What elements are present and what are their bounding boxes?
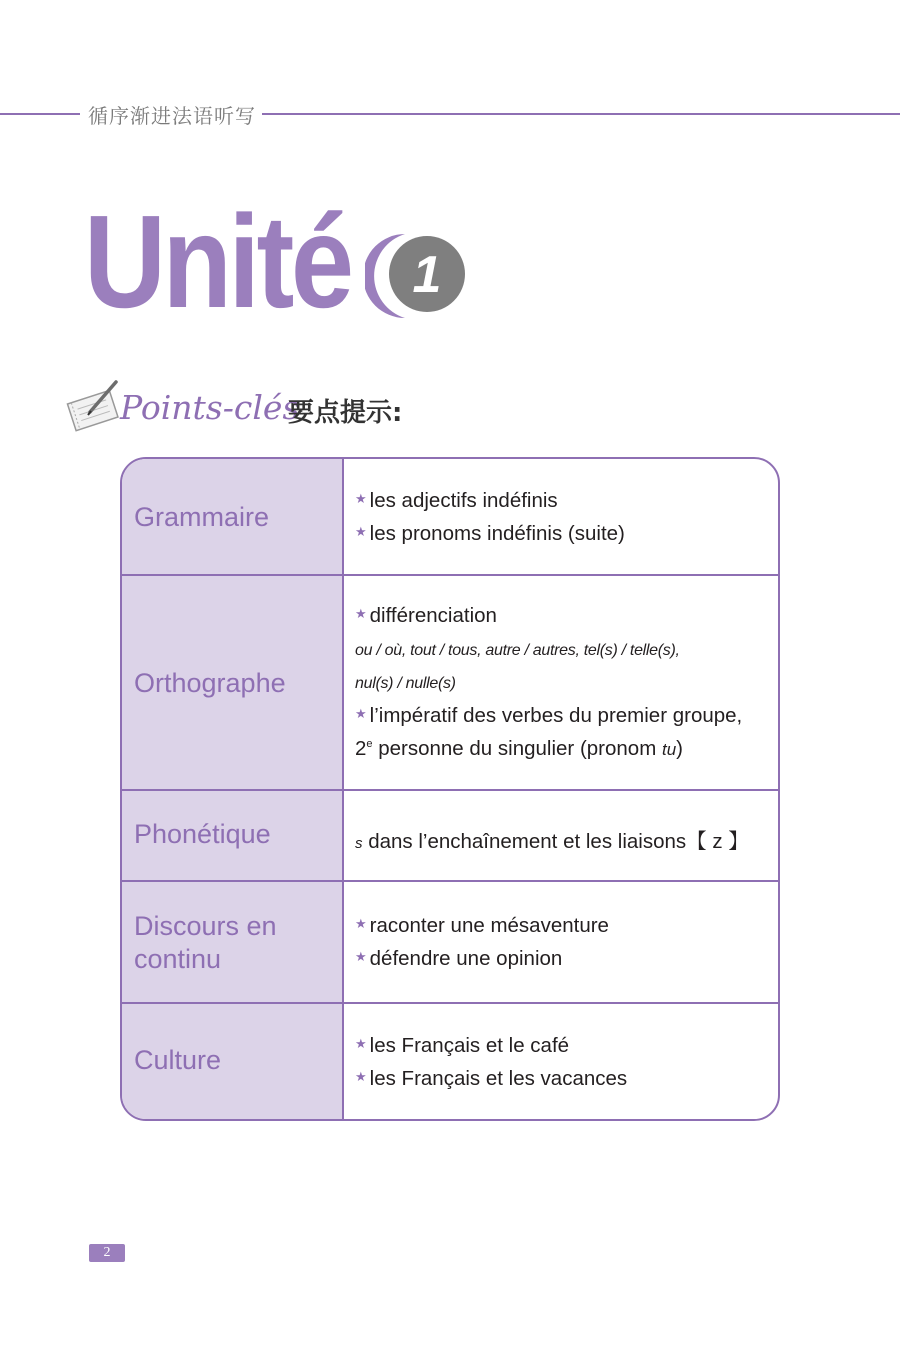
table-row — [122, 789, 778, 882]
row-content — [355, 459, 768, 576]
row-label-cell — [122, 882, 344, 1004]
list-item: ★ raconter une mésaventure — [355, 914, 609, 937]
notepad-pen-icon — [64, 378, 124, 434]
keypoints-latin: Points-clés — [120, 388, 300, 427]
list-item: ★ l’impératif des verbes du premier groupe, — [355, 704, 743, 727]
list-item: ★ les adjectifs indéfinis — [355, 489, 558, 512]
list-item: ★ les Français et le café — [355, 1034, 570, 1057]
header-rule-right — [262, 113, 900, 115]
unit-number: 1 — [412, 246, 442, 304]
star-bullet-icon: ★ — [355, 606, 367, 621]
list-item: ★ les Français et les vacances — [355, 1067, 628, 1090]
list-item: s dans l’enchaînement et les liaisons【 z 】 — [355, 830, 749, 853]
page-number: 2 — [89, 1244, 125, 1262]
row-content — [355, 882, 768, 1004]
row-content — [355, 791, 768, 882]
row-content — [355, 576, 768, 791]
keypoints-chinese: 要点提示: — [288, 398, 403, 428]
keypoints-table — [120, 457, 780, 1121]
row-label: Grammaire — [134, 502, 270, 532]
unit-title: Unité — [84, 188, 351, 335]
example-line: nul(s) / nulle(s) — [355, 675, 456, 692]
example-line: ou / où, tout / tous, autre / autres, tel(s) / telle(s), — [355, 642, 680, 659]
unit-number-badge — [365, 226, 475, 326]
list-item-continuation: 2e personne du singulier (pronom tu) — [355, 737, 683, 760]
header-rule-left — [0, 113, 80, 115]
book-title: 循序渐进法语听写 — [88, 104, 256, 128]
star-bullet-icon: ★ — [355, 1069, 367, 1084]
list-item: ★ défendre une opinion — [355, 947, 563, 970]
star-bullet-icon: ★ — [355, 949, 367, 964]
list-item: ★ les pronoms indéfinis (suite) — [355, 522, 625, 545]
row-label-cell — [122, 791, 344, 882]
star-bullet-icon: ★ — [355, 1036, 367, 1051]
star-bullet-icon: ★ — [355, 524, 367, 539]
table-row — [122, 574, 778, 791]
list-item: ★ différenciation — [355, 604, 497, 627]
table-row — [122, 1002, 778, 1119]
star-bullet-icon: ★ — [355, 706, 367, 721]
table-row — [122, 880, 778, 1004]
row-label-cell — [122, 576, 344, 791]
star-bullet-icon: ★ — [355, 491, 367, 506]
table-row — [122, 459, 778, 576]
row-label: Orthographe — [134, 668, 286, 698]
star-bullet-icon: ★ — [355, 916, 367, 931]
row-label: Phonétique — [134, 819, 271, 849]
row-label: Discours en continu — [134, 911, 277, 974]
row-label-cell — [122, 1004, 344, 1119]
row-label: Culture — [134, 1045, 222, 1075]
row-content — [355, 1004, 768, 1119]
row-label-cell — [122, 459, 344, 576]
